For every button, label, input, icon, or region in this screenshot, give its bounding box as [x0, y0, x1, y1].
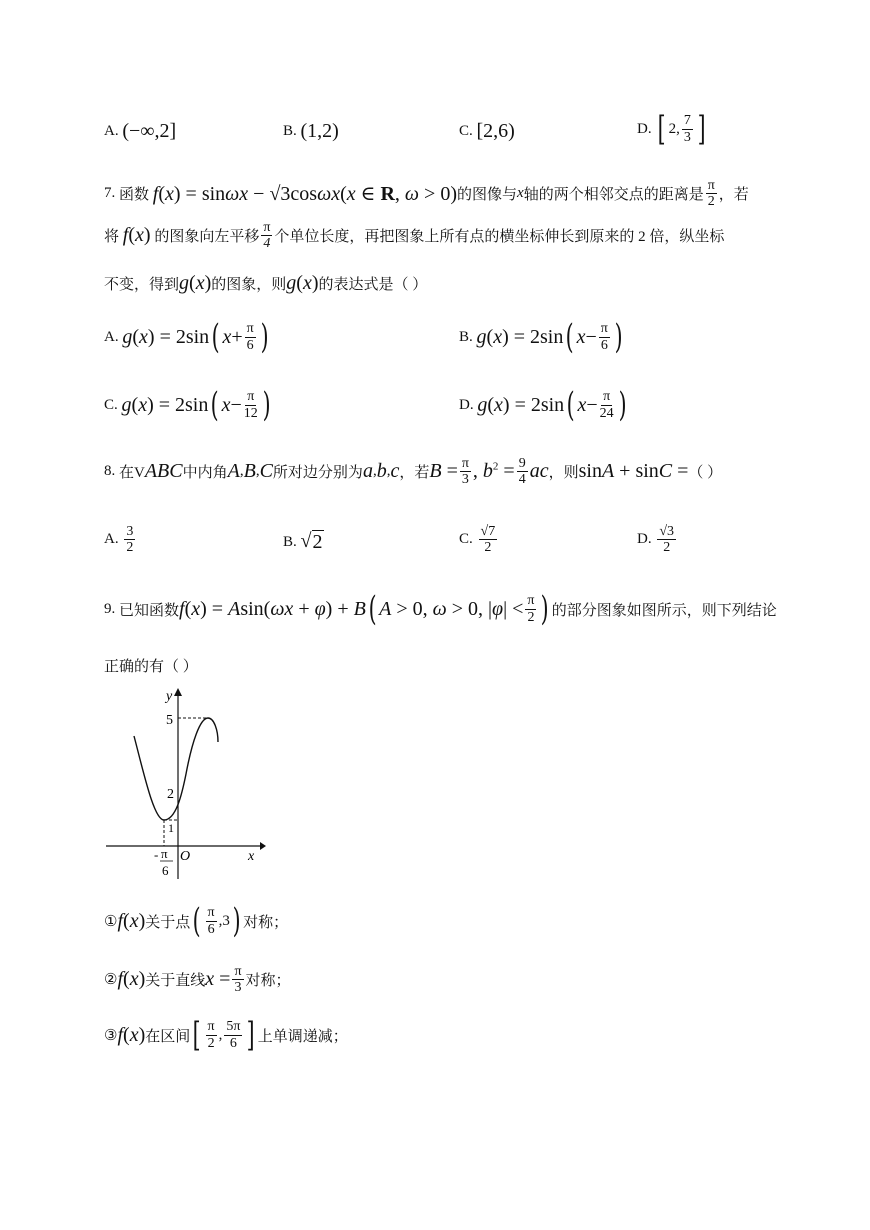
q7-line1: 7. 函数 f(x) = sinωx − √3cosωx(x ∈ R, ω > 0) 的图像与 x 轴的两个相邻交点的距离是 $\frac{\pi}{2}$ ，若 [104, 178, 749, 210]
q9-stem: 9. 已知函数 f(x) = Asin(ωx + φ) + B ( A > 0, ω > 0, |φ| < $\frac{\pi}{2}$ ) 的部分图象如图所示，则下列结论 [104, 589, 777, 629]
q7-option-b: B. g(x) = 2sin ( x − $\frac{\pi}{6}$ ) [459, 317, 623, 357]
q6-option-a-text: (−∞,2] [122, 120, 177, 142]
q8-stem: 8. 在V ABC 中内角 A , B , C 所对边分别为 a , b , c ，若 B = $\frac{\pi}{3}$ , $b^2$ = $\frac{9}{4}$ ac ，则 sinA + sinC = （ ） [104, 456, 723, 488]
q6-option-d: D. [ 2, $\frac{7}{3}$ ] [637, 109, 706, 149]
statement-3: ③ f(x) 在区间 [ $\frac{\pi}{2}$ , $\frac{5\pi}{6}$ ] 上单调递减； [104, 1015, 348, 1055]
statement-2: ② f(x) 关于直线 x = $\frac{\pi}{3}$ 对称； [104, 964, 291, 996]
x-axis-label: x [248, 849, 255, 864]
tick-1: 1 [168, 821, 174, 835]
q6-option-b-text: (1,2) [300, 120, 339, 142]
statement-1: ① f(x) 关于点 ( $\frac{\pi}{6}$ ,3 ) 对称； [104, 901, 289, 941]
q9-line2: 正确的有（ ） [104, 659, 198, 675]
q6-option-b: B. (1,2) [283, 120, 339, 142]
q6-option-c: C. [2,6) [459, 120, 515, 142]
q6-option-c-text: [2,6) [476, 120, 515, 142]
y-axis-label: y [166, 689, 173, 704]
q7-line2: 将 f(x) 的图象向左平移 $\frac{\pi}{4}$ 个单位长度，再把图象上所有点的横坐标伸长到原来的 2 倍，纵坐标 [104, 220, 725, 252]
q8-option-d: D. $\frac{√3}{2}$ [637, 524, 675, 556]
x-tick-den: 6 [162, 863, 169, 878]
function-graph [100, 684, 270, 884]
x-axis-arrow [260, 842, 266, 850]
x-tick-sign: - [154, 847, 159, 862]
q8-option-a: A. $\frac{3}{2}$ [104, 524, 134, 556]
tick-2: 2 [167, 787, 174, 802]
y-axis-arrow [174, 688, 182, 696]
q7-option-c: C. g(x) = 2sin ( x − $\frac{\pi}{12}$ ) [104, 385, 271, 425]
origin-label: O [180, 849, 191, 864]
x-tick-num: π [161, 846, 168, 861]
tick-5: 5 [166, 713, 173, 728]
q7-line3: 不变，得到 g(x) 的图象，则 g(x) 的表达式是（ ） [104, 272, 428, 294]
q6-option-a: A. (−∞,2] [104, 120, 177, 142]
q8-option-c: C. $\frac{√7}{2}$ [459, 524, 496, 556]
function-curve [134, 718, 218, 820]
q8-option-b: B. √ 2 [283, 530, 323, 553]
q7-option-d: D. g(x) = 2sin ( x − $\frac{\pi}{24}$ ) [459, 385, 627, 425]
q7-option-a: A. g(x) = 2sin ( x + $\frac{\pi}{6}$ ) [104, 317, 269, 357]
